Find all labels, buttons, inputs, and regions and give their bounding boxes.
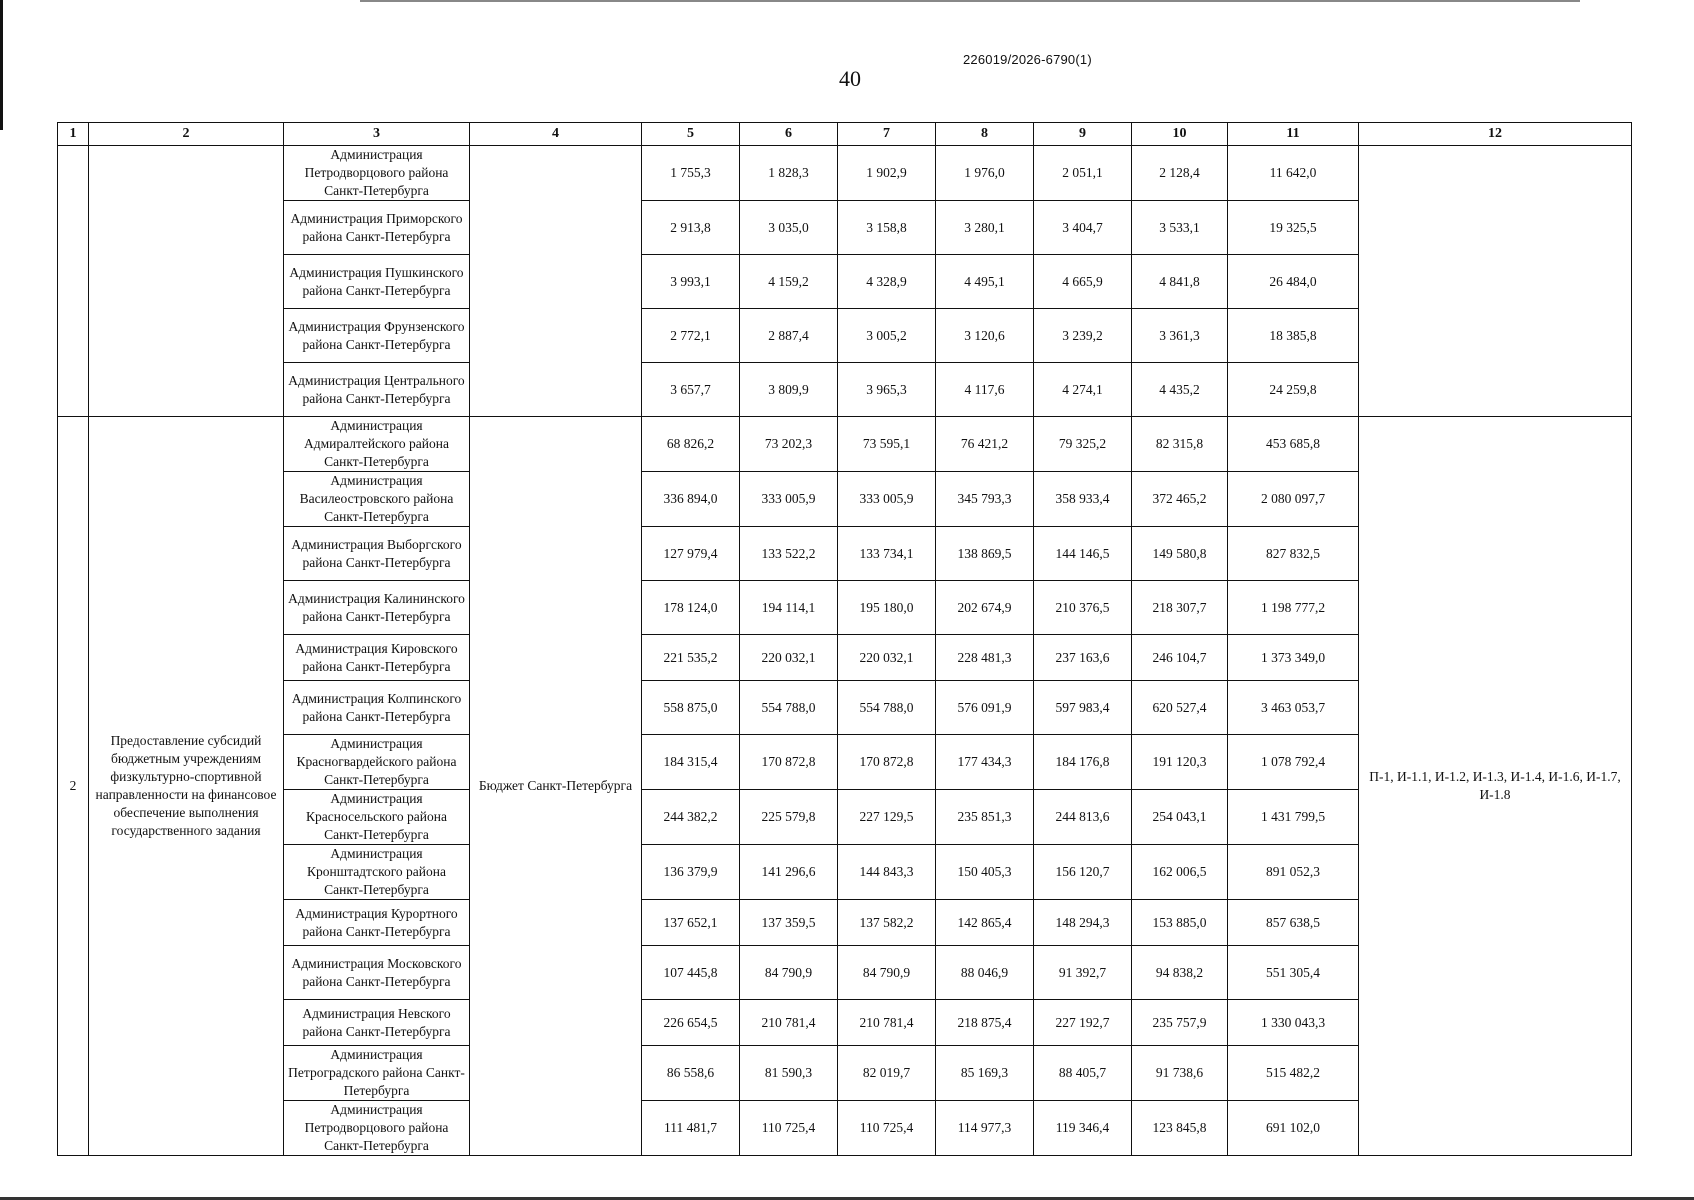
value-cell: 227 192,7 [1034, 1000, 1132, 1046]
value-cell: 228 481,3 [936, 635, 1034, 681]
value-cell: 3 005,2 [838, 309, 936, 363]
value-cell: 84 790,9 [740, 946, 838, 1000]
column-header: 12 [1359, 123, 1632, 146]
value-cell: 1 330 043,3 [1228, 1000, 1359, 1046]
value-cell: 1 431 799,5 [1228, 790, 1359, 845]
executor-cell: Администрация Петродворцового района Санкт-Петербурга [284, 146, 470, 201]
value-cell: 79 325,2 [1034, 417, 1132, 472]
value-cell: 91 738,6 [1132, 1046, 1228, 1101]
value-cell: 220 032,1 [838, 635, 936, 681]
scan-edge-top [360, 0, 1580, 2]
value-cell: 11 642,0 [1228, 146, 1359, 201]
value-cell: 76 421,2 [936, 417, 1034, 472]
value-cell: 142 865,4 [936, 900, 1034, 946]
value-cell: 1 373 349,0 [1228, 635, 1359, 681]
value-cell: 576 091,9 [936, 681, 1034, 735]
value-cell: 515 482,2 [1228, 1046, 1359, 1101]
value-cell: 597 983,4 [1034, 681, 1132, 735]
value-cell: 170 872,8 [740, 735, 838, 790]
value-cell: 184 315,4 [642, 735, 740, 790]
value-cell: 244 382,2 [642, 790, 740, 845]
value-cell: 254 043,1 [1132, 790, 1228, 845]
value-cell: 3 463 053,7 [1228, 681, 1359, 735]
value-cell: 19 325,5 [1228, 201, 1359, 255]
value-cell: 26 484,0 [1228, 255, 1359, 309]
value-cell: 18 385,8 [1228, 309, 1359, 363]
value-cell: 149 580,8 [1132, 527, 1228, 581]
value-cell: 3 404,7 [1034, 201, 1132, 255]
value-cell: 162 006,5 [1132, 845, 1228, 900]
executor-cell: Администрация Василеостровского района Санкт-Петербурга [284, 472, 470, 527]
value-cell: 202 674,9 [936, 581, 1034, 635]
value-cell: 4 328,9 [838, 255, 936, 309]
executor-cell: Администрация Красногвардейского района Санкт-Петербурга [284, 735, 470, 790]
value-cell: 81 590,3 [740, 1046, 838, 1101]
value-cell: 68 826,2 [642, 417, 740, 472]
column-header: 11 [1228, 123, 1359, 146]
value-cell: 170 872,8 [838, 735, 936, 790]
column-header: 9 [1034, 123, 1132, 146]
value-cell: 237 163,6 [1034, 635, 1132, 681]
value-cell: 2 128,4 [1132, 146, 1228, 201]
value-cell: 1 078 792,4 [1228, 735, 1359, 790]
seq-number-cell [58, 146, 89, 417]
value-cell: 345 793,3 [936, 472, 1034, 527]
value-cell: 1 755,3 [642, 146, 740, 201]
value-cell: 358 933,4 [1034, 472, 1132, 527]
column-header: 10 [1132, 123, 1228, 146]
value-cell: 558 875,0 [642, 681, 740, 735]
value-cell: 110 725,4 [838, 1101, 936, 1156]
value-cell: 82 315,8 [1132, 417, 1228, 472]
value-cell: 137 582,2 [838, 900, 936, 946]
executor-cell: Администрация Адмиралтейского района Санкт-Петербурга [284, 417, 470, 472]
value-cell: 150 405,3 [936, 845, 1034, 900]
value-cell: 88 405,7 [1034, 1046, 1132, 1101]
value-cell: 225 579,8 [740, 790, 838, 845]
value-cell: 4 274,1 [1034, 363, 1132, 417]
value-cell: 3 158,8 [838, 201, 936, 255]
value-cell: 3 533,1 [1132, 201, 1228, 255]
executor-cell: Администрация Петродворцового района Санкт-Петербурга [284, 1101, 470, 1156]
executor-cell: Администрация Кронштадтского района Санкт-Петербурга [284, 845, 470, 900]
value-cell: 133 734,1 [838, 527, 936, 581]
table-row [58, 146, 1632, 201]
value-cell: 226 654,5 [642, 1000, 740, 1046]
value-cell: 82 019,7 [838, 1046, 936, 1101]
value-cell: 4 435,2 [1132, 363, 1228, 417]
value-cell: 2 887,4 [740, 309, 838, 363]
value-cell: 3 993,1 [642, 255, 740, 309]
column-header: 6 [740, 123, 838, 146]
value-cell: 4 841,8 [1132, 255, 1228, 309]
executor-cell: Администрация Пушкинского района Санкт-Петербурга [284, 255, 470, 309]
value-cell: 210 781,4 [838, 1000, 936, 1046]
value-cell: 1 902,9 [838, 146, 936, 201]
executor-cell: Администрация Невского района Санкт-Петербурга [284, 1000, 470, 1046]
value-cell: 4 159,2 [740, 255, 838, 309]
value-cell: 2 772,1 [642, 309, 740, 363]
value-cell: 73 595,1 [838, 417, 936, 472]
value-cell: 620 527,4 [1132, 681, 1228, 735]
value-cell: 857 638,5 [1228, 900, 1359, 946]
value-cell: 111 481,7 [642, 1101, 740, 1156]
value-cell: 2 080 097,7 [1228, 472, 1359, 527]
value-cell: 210 376,5 [1034, 581, 1132, 635]
executor-cell: Администрация Приморского района Санкт-Петербурга [284, 201, 470, 255]
value-cell: 1 828,3 [740, 146, 838, 201]
value-cell: 3 809,9 [740, 363, 838, 417]
value-cell: 119 346,4 [1034, 1101, 1132, 1156]
column-header: 8 [936, 123, 1034, 146]
executor-cell: Администрация Курортного района Санкт-Петербурга [284, 900, 470, 946]
executor-cell: Администрация Фрунзенского района Санкт-Петербурга [284, 309, 470, 363]
value-cell: 2 913,8 [642, 201, 740, 255]
value-cell: 137 652,1 [642, 900, 740, 946]
executor-cell: Администрация Петроградского района Санкт-Петербурга [284, 1046, 470, 1101]
value-cell: 4 117,6 [936, 363, 1034, 417]
value-cell: 86 558,6 [642, 1046, 740, 1101]
value-cell: 136 379,9 [642, 845, 740, 900]
value-cell: 453 685,8 [1228, 417, 1359, 472]
table-row [58, 417, 1632, 472]
value-cell: 84 790,9 [838, 946, 936, 1000]
value-cell: 2 051,1 [1034, 146, 1132, 201]
value-cell: 246 104,7 [1132, 635, 1228, 681]
value-cell: 551 305,4 [1228, 946, 1359, 1000]
value-cell: 73 202,3 [740, 417, 838, 472]
value-cell: 144 146,5 [1034, 527, 1132, 581]
indicators-cell [1359, 146, 1632, 417]
funding-source-cell [470, 146, 642, 417]
value-cell: 1 198 777,2 [1228, 581, 1359, 635]
column-header: 3 [284, 123, 470, 146]
value-cell: 144 843,3 [838, 845, 936, 900]
executor-cell: Администрация Красносельского района Санкт-Петербурга [284, 790, 470, 845]
value-cell: 227 129,5 [838, 790, 936, 845]
value-cell: 184 176,8 [1034, 735, 1132, 790]
value-cell: 1 976,0 [936, 146, 1034, 201]
column-header: 2 [89, 123, 284, 146]
value-cell: 194 114,1 [740, 581, 838, 635]
executor-cell: Администрация Калининского района Санкт-Петербурга [284, 581, 470, 635]
value-cell: 210 781,4 [740, 1000, 838, 1046]
value-cell: 218 307,7 [1132, 581, 1228, 635]
value-cell: 195 180,0 [838, 581, 936, 635]
value-cell: 333 005,9 [740, 472, 838, 527]
value-cell: 554 788,0 [740, 681, 838, 735]
scan-edge-left [0, 0, 3, 130]
value-cell: 336 894,0 [642, 472, 740, 527]
value-cell: 333 005,9 [838, 472, 936, 527]
value-cell: 827 832,5 [1228, 527, 1359, 581]
column-header: 1 [58, 123, 89, 146]
activity-name-cell [89, 146, 284, 417]
budget-table [57, 122, 1632, 1156]
value-cell: 178 124,0 [642, 581, 740, 635]
value-cell: 554 788,0 [838, 681, 936, 735]
executor-cell: Администрация Колпинского района Санкт-Петербурга [284, 681, 470, 735]
value-cell: 123 845,8 [1132, 1101, 1228, 1156]
seq-number-cell: 2 [58, 417, 89, 1156]
value-cell: 148 294,3 [1034, 900, 1132, 946]
value-cell: 141 296,6 [740, 845, 838, 900]
table-body [58, 123, 1632, 1156]
value-cell: 138 869,5 [936, 527, 1034, 581]
value-cell: 218 875,4 [936, 1000, 1034, 1046]
value-cell: 156 120,7 [1034, 845, 1132, 900]
value-cell: 372 465,2 [1132, 472, 1228, 527]
value-cell: 153 885,0 [1132, 900, 1228, 946]
executor-cell: Администрация Центрального района Санкт-Петербурга [284, 363, 470, 417]
value-cell: 3 239,2 [1034, 309, 1132, 363]
column-header: 5 [642, 123, 740, 146]
value-cell: 891 052,3 [1228, 845, 1359, 900]
funding-source-cell: Бюджет Санкт-Петербурга [470, 417, 642, 1156]
value-cell: 24 259,8 [1228, 363, 1359, 417]
value-cell: 137 359,5 [740, 900, 838, 946]
value-cell: 94 838,2 [1132, 946, 1228, 1000]
value-cell: 235 851,3 [936, 790, 1034, 845]
value-cell: 244 813,6 [1034, 790, 1132, 845]
page-number: 40 [839, 66, 861, 91]
indicators-cell: П-1, И-1.1, И-1.2, И-1.3, И-1.4, И-1.6, И-1.7, И-1.8 [1359, 417, 1632, 1156]
document-id: 226019/2026-6790(1) [963, 52, 1092, 67]
executor-cell: Администрация Выборгского района Санкт-Петербурга [284, 527, 470, 581]
executor-cell: Администрация Московского района Санкт-Петербурга [284, 946, 470, 1000]
value-cell: 114 977,3 [936, 1101, 1034, 1156]
value-cell: 3 035,0 [740, 201, 838, 255]
value-cell: 3 120,6 [936, 309, 1034, 363]
value-cell: 85 169,3 [936, 1046, 1034, 1101]
activity-name-cell: Предоставление субсидий бюджетным учреждениям физкультурно-спортивной направленности на финансовое обеспечение выполнения государственного задания [89, 417, 284, 1156]
value-cell: 3 280,1 [936, 201, 1034, 255]
value-cell: 91 392,7 [1034, 946, 1132, 1000]
column-number-row [58, 123, 1632, 146]
value-cell: 133 522,2 [740, 527, 838, 581]
value-cell: 3 657,7 [642, 363, 740, 417]
value-cell: 107 445,8 [642, 946, 740, 1000]
executor-cell: Администрация Кировского района Санкт-Петербурга [284, 635, 470, 681]
value-cell: 4 495,1 [936, 255, 1034, 309]
column-header: 4 [470, 123, 642, 146]
column-header: 7 [838, 123, 936, 146]
value-cell: 3 361,3 [1132, 309, 1228, 363]
value-cell: 691 102,0 [1228, 1101, 1359, 1156]
value-cell: 88 046,9 [936, 946, 1034, 1000]
value-cell: 177 434,3 [936, 735, 1034, 790]
value-cell: 4 665,9 [1034, 255, 1132, 309]
value-cell: 221 535,2 [642, 635, 740, 681]
value-cell: 110 725,4 [740, 1101, 838, 1156]
value-cell: 191 120,3 [1132, 735, 1228, 790]
value-cell: 235 757,9 [1132, 1000, 1228, 1046]
value-cell: 3 965,3 [838, 363, 936, 417]
value-cell: 220 032,1 [740, 635, 838, 681]
value-cell: 127 979,4 [642, 527, 740, 581]
